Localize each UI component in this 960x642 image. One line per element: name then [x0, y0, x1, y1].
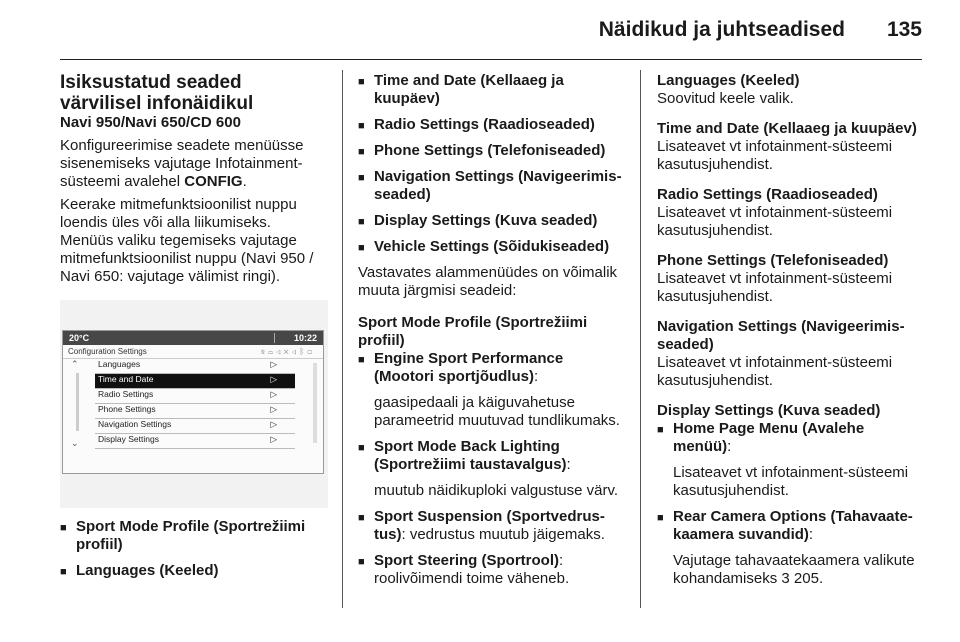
settings-item-label: Navigation Settings: [98, 419, 172, 429]
list-item: [358, 238, 626, 256]
chapter-title: Näidikud ja juhtseadised: [598, 18, 845, 41]
speaker-icon: ◁: [275, 347, 284, 356]
section-heading: Isiksustatud seaded värvilisel infonäidikul: [60, 72, 254, 114]
settings-item-languages[interactable]: [95, 359, 295, 374]
list-item: [358, 116, 626, 134]
column-divider: [640, 70, 641, 608]
sport-mode-list: [358, 350, 626, 588]
option-name: Sport Suspension (Sportvedrus-tus): [374, 508, 605, 543]
option-sep: :: [727, 438, 732, 455]
settings-item-label: Phone Settings: [98, 404, 156, 414]
list-item: [358, 72, 626, 108]
column-2: [358, 72, 626, 596]
settings-item-label: Display Settings: [98, 434, 159, 444]
list-item-text: Vehicle Settings (Sõidukiseaded): [374, 238, 610, 255]
model-subheading: Navi 950/Navi 650/CD 600: [60, 114, 241, 131]
bullet-icon: ■: [358, 120, 365, 132]
list-item-text: Time and Date (Kellaaeg ja kuupäev): [374, 72, 564, 107]
section-text: Lisateavet vt infotainment-süsteemi kasutusjuhendist.: [657, 138, 893, 173]
config-paragraph: [60, 137, 326, 191]
option-sep: :: [533, 368, 539, 385]
config-keyword: CONFIG: [184, 173, 243, 190]
volume-icon: ◁: [291, 347, 300, 356]
option-desc: muutub näidikuploki valgustuse värv.: [374, 482, 619, 499]
list-item: [657, 508, 925, 588]
list-item: [60, 518, 326, 554]
scrollbar[interactable]: [76, 373, 79, 431]
bullet-icon: ■: [358, 172, 365, 184]
bullet-icon: ■: [358, 216, 365, 228]
section-title: Navigation Settings (Navigeerimis-seaded): [657, 318, 905, 353]
option-desc: [673, 552, 925, 588]
section-display: [657, 402, 925, 588]
list-item-text: Radio Settings (Raadioseaded): [374, 116, 595, 133]
list-item-text: Display Settings (Kuva seaded): [374, 212, 598, 229]
list-item-text: Sport Mode Profile (Sportrežiimi profiil): [76, 518, 306, 553]
section-phone: [657, 252, 925, 306]
option-desc-text: Vajutage tahavaatekaamera valikute kohandamiseks: [673, 552, 915, 587]
screen-status-bar: [63, 331, 323, 345]
section-time-date: [657, 120, 925, 174]
screen-time: 10:22: [293, 333, 317, 343]
section-title: Time and Date (Kellaaeg ja kuupäev): [657, 120, 917, 137]
side-indicator: [313, 363, 317, 443]
bullet-icon: ■: [60, 522, 67, 534]
section-languages: [657, 72, 925, 108]
section-title: Display Settings (Kuva seaded): [657, 402, 881, 419]
option-desc: vedrustus muutub jäigemaks.: [405, 526, 605, 543]
list-item: [358, 142, 626, 160]
settings-item-time-and-date[interactable]: [95, 374, 295, 389]
screen-temperature: 20°C: [69, 333, 90, 343]
settings-item-label: Languages: [98, 359, 141, 369]
option-name: Sport Mode Back Lighting (Sportrežiimi taustavalgus): [374, 438, 567, 473]
col1-bullet-list: [60, 518, 326, 580]
page-reference: 205.: [793, 570, 824, 587]
list-item: [358, 168, 626, 204]
bullet-icon: ■: [657, 512, 664, 524]
list-item: [358, 508, 626, 544]
mute-icon: ✕: [283, 347, 292, 356]
option-desc: Lisateavet vt infotainment-süsteemi kasutusjuhendist.: [673, 464, 909, 499]
bullet-icon: ■: [60, 566, 67, 578]
section-navigation: [657, 318, 925, 390]
bullet-icon: ■: [358, 442, 365, 454]
settings-item-label: Radio Settings: [98, 389, 154, 399]
sport-mode-heading: Sport Mode Profile (Sportrežiimi profiil): [358, 314, 588, 349]
list-item: [358, 552, 626, 588]
option-name: Sport Steering (Sportrool): [374, 552, 559, 569]
chevron-right-icon: ▷: [270, 419, 277, 429]
chevron-right-icon: ▷: [270, 359, 277, 369]
chevron-right-icon: ▷: [270, 434, 277, 444]
option-desc: gaasipedaali ja käiguvahetuse parameetrid muutuvad tundlikumaks.: [374, 394, 620, 429]
page-number: 135: [886, 18, 922, 41]
list-item: [60, 562, 326, 580]
section-text: Lisateavet vt infotainment-süsteemi kasutusjuhendist.: [657, 354, 893, 389]
screen-photo: [60, 300, 328, 508]
option-desc: roolivõimendi toime väheneb.: [374, 570, 570, 587]
wifi-icon: ≋: [260, 347, 269, 356]
list-item-text: Languages (Keeled): [76, 562, 219, 579]
knob-paragraph: Keerake mitmefunktsioonilist nuppu loendis üles või alla liikumiseks. Menüüs valiku tegemiseks vajutage mitmefunktsioonilist nuppu (Navi 950 / Navi 650: vajutage välimist ringi).: [60, 196, 314, 285]
list-item-text: Phone Settings (Telefoniseaded): [374, 142, 606, 159]
option-sep: :: [808, 526, 814, 543]
option-name: Home Page Menu (Avalehe menüü): [673, 420, 865, 455]
bullet-icon: ■: [358, 556, 365, 568]
header-rule: [60, 59, 922, 60]
section-title: Phone Settings (Telefoniseaded): [657, 252, 889, 269]
section-title: Languages (Keeled): [657, 72, 800, 89]
section-text: Lisateavet vt infotainment-süsteemi kasutusjuhendist.: [657, 204, 893, 239]
column-3: [657, 72, 925, 596]
page-reference-icon: 3: [781, 570, 790, 587]
submenu-intro: Vastavates alammenüüdes on võimalik muuta järgmisi seadeid:: [358, 264, 618, 299]
settings-list: [95, 359, 295, 449]
infotainment-screen: [62, 330, 324, 474]
chevron-right-icon: ▷: [270, 404, 277, 414]
bluetooth-icon: ᛒ: [299, 347, 308, 356]
section-radio: [657, 186, 925, 240]
settings-item-radio[interactable]: [95, 389, 295, 404]
display-options-list: [657, 420, 925, 588]
chevron-right-icon: ▷: [270, 389, 277, 399]
option-name: Engine Sport Performance (Mootori sportjõudlus): [374, 350, 564, 385]
settings-menu-list: [358, 72, 626, 256]
settings-item-phone[interactable]: [95, 404, 295, 419]
settings-icon: ▢: [307, 347, 315, 356]
list-item: [657, 420, 925, 500]
list-item-text: Navigation Settings (Navigeerimis-seaded): [374, 168, 622, 203]
page-header: [0, 0, 960, 62]
scroll-down-icon[interactable]: ⌄: [71, 438, 79, 448]
bullet-icon: ■: [358, 242, 365, 254]
bullet-icon: ■: [657, 424, 664, 436]
settings-item-navigation[interactable]: [95, 419, 295, 434]
list-item: [358, 212, 626, 230]
bullet-icon: ■: [358, 76, 365, 88]
settings-item-label: Time and Date: [98, 374, 154, 384]
screen-title-bar: [63, 345, 323, 359]
option-name: Rear Camera Options (Tahavaate-kaamera suvandid): [673, 508, 913, 543]
bullet-icon: ■: [358, 512, 365, 524]
config-period: .: [242, 173, 247, 190]
column-divider: [342, 70, 343, 608]
option-sep: :: [566, 456, 571, 473]
option-sep: :: [401, 526, 406, 543]
section-title: Radio Settings (Raadioseaded): [657, 186, 878, 203]
column-1: [60, 72, 326, 588]
section-text: Lisateavet vt infotainment-süsteemi kasutusjuhendist.: [657, 270, 893, 305]
bullet-icon: ■: [358, 354, 365, 366]
section-text: Soovitud keele valik.: [657, 90, 794, 107]
chevron-right-icon: ▷: [270, 374, 277, 384]
status-separator: [274, 333, 275, 343]
screen-title: Configuration Settings: [68, 347, 147, 356]
list-item: [358, 438, 626, 500]
status-icons: [260, 346, 315, 357]
list-item: [358, 350, 626, 430]
bullet-icon: ■: [358, 146, 365, 158]
media-icon: ▭: [268, 347, 276, 356]
option-sep: :: [559, 552, 564, 569]
scroll-up-icon[interactable]: ⌃: [71, 359, 79, 369]
config-text: Konfigureerimise seadete menüüsse sisenemiseks vajutage Infotainment-süsteemi avalehel: [60, 137, 304, 190]
settings-item-display[interactable]: [95, 434, 295, 449]
